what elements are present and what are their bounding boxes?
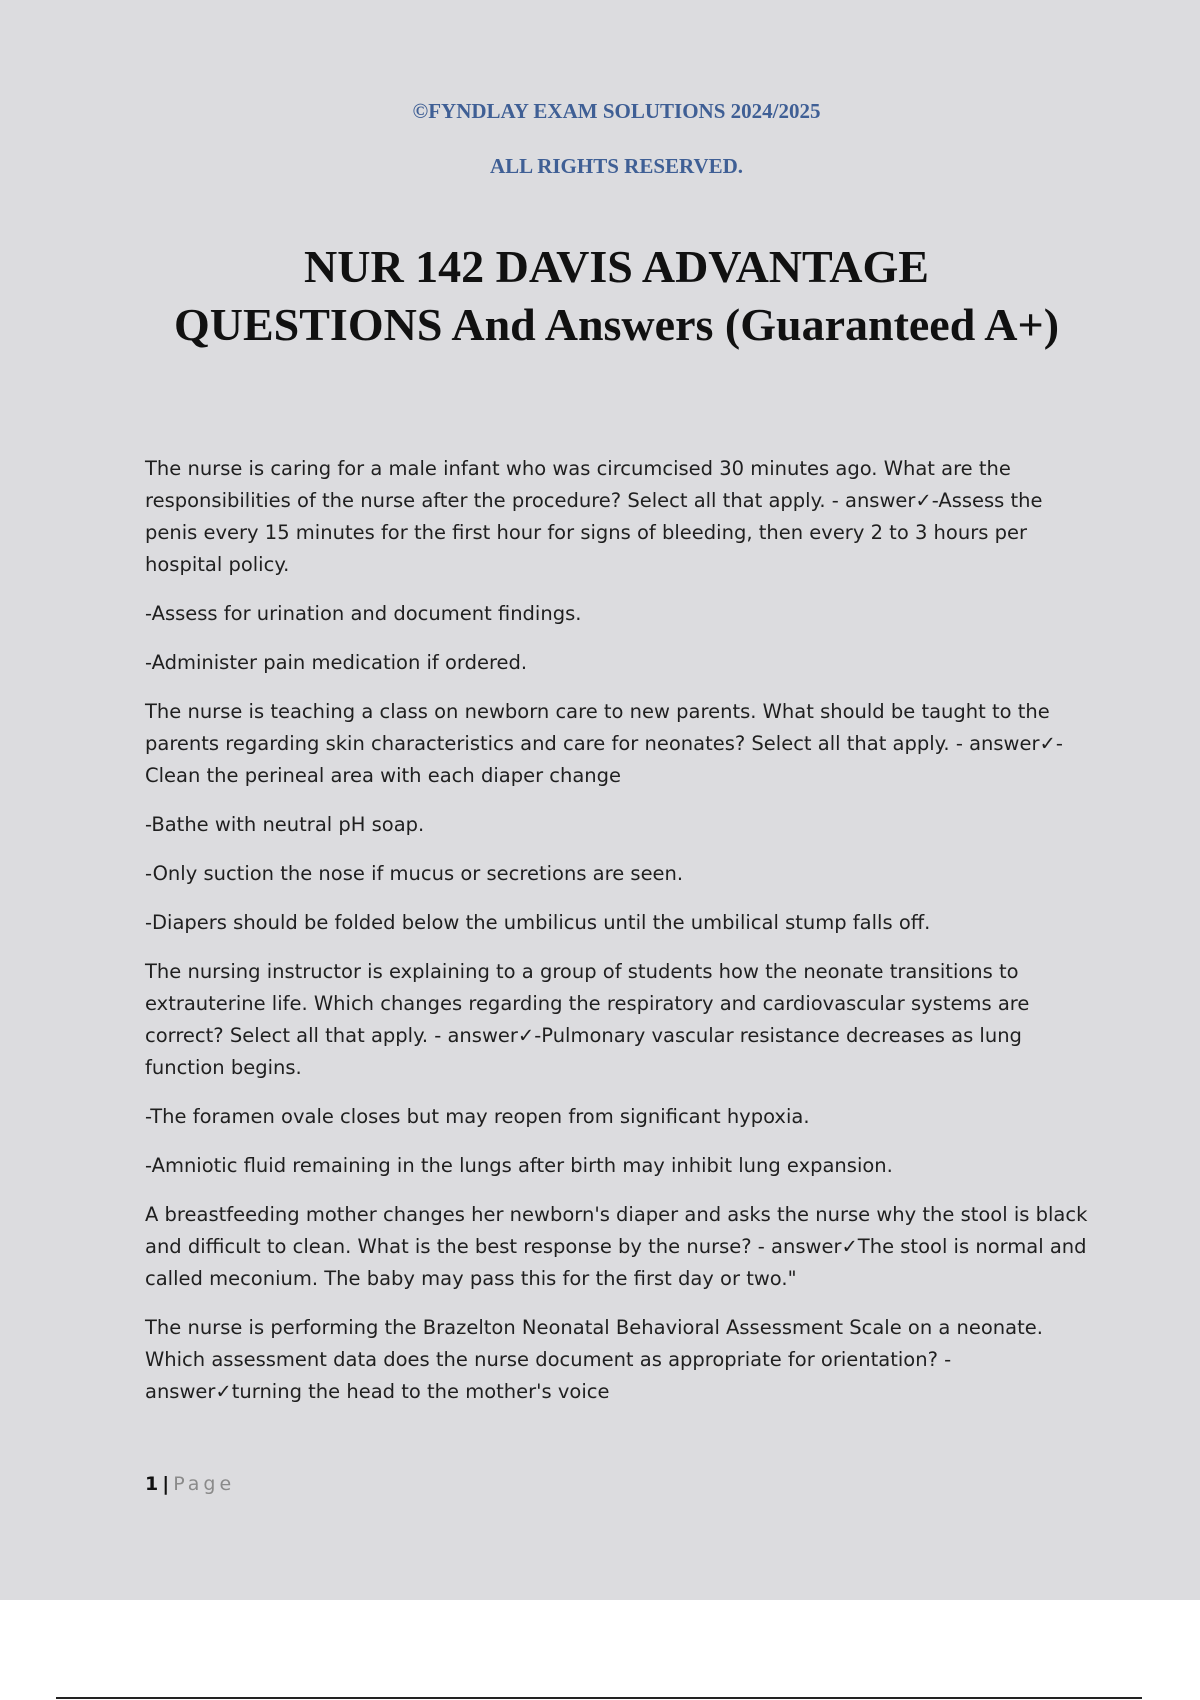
paragraph: The nurse is teaching a class on newborn care to new parents. What should be taught to the parents regarding skin characteristics and care for neonates? Select all that apply. - answer✓-Clean the perineal area with each diaper change (145, 700, 1063, 787)
page-label: Page (173, 1473, 236, 1495)
paragraph: -Bathe with neutral pH soap. (145, 813, 425, 836)
title-line-1: NUR 142 DAVIS ADVANTAGE (304, 241, 929, 292)
page-footer (145, 1473, 235, 1495)
page-number: 1 (145, 1473, 159, 1495)
document-title (0, 238, 1200, 354)
paragraph: The nurse is caring for a male infant who was circumcised 30 minutes ago. What are the responsibilities of the nurse after the procedure? Select all that apply. - answer✓-Assess the penis every 15 minutes for the first hour for signs of bleeding, then every 2 to 3 hours per hospital policy. (145, 457, 1043, 576)
paragraph: -Amniotic fluid remaining in the lungs after birth may inhibit lung expansion. (145, 1154, 893, 1177)
paragraph: The nursing instructor is explaining to a group of students how the neonate transitions to extrauterine life. Which changes regarding the respiratory and cardiovascular systems are correct? Select all that apply. - answer✓-Pulmonary vascular resistance decreases as lung function begins. (145, 960, 1030, 1079)
bottom-divider (56, 1697, 1142, 1699)
paragraph: The nurse is performing the Brazelton Neonatal Behavioral Assessment Scale on a neonate. Which assessment data does the nurse document as appropriate for orientation? - answer✓turning the head to the mother's voice (145, 1316, 1043, 1403)
title-line-2: QUESTIONS And Answers (Guaranteed A+) (173, 299, 1060, 350)
paragraph: -Administer pain medication if ordered. (145, 651, 528, 674)
qa-content (145, 453, 1090, 1425)
paragraph: A breastfeeding mother changes her newborn's diaper and asks the nurse why the stool is black and difficult to clean. What is the best response by the nurse? - answer✓The stool is normal and called meconium. The baby may pass this for the first day or two." (145, 1203, 1088, 1290)
page-separator: | (162, 1473, 170, 1495)
rights-reserved-header: ALL RIGHTS RESERVED. (489, 154, 744, 178)
paragraph: -Assess for urination and document findings. (145, 602, 582, 625)
paragraph: -Diapers should be folded below the umbilicus until the umbilical stump falls off. (145, 911, 931, 934)
paragraph: -Only suction the nose if mucus or secretions are seen. (145, 862, 684, 885)
paragraph: -The foramen ovale closes but may reopen from significant hypoxia. (145, 1105, 810, 1128)
copyright-header: ©FYNDLAY EXAM SOLUTIONS 2024/2025 (412, 99, 821, 123)
